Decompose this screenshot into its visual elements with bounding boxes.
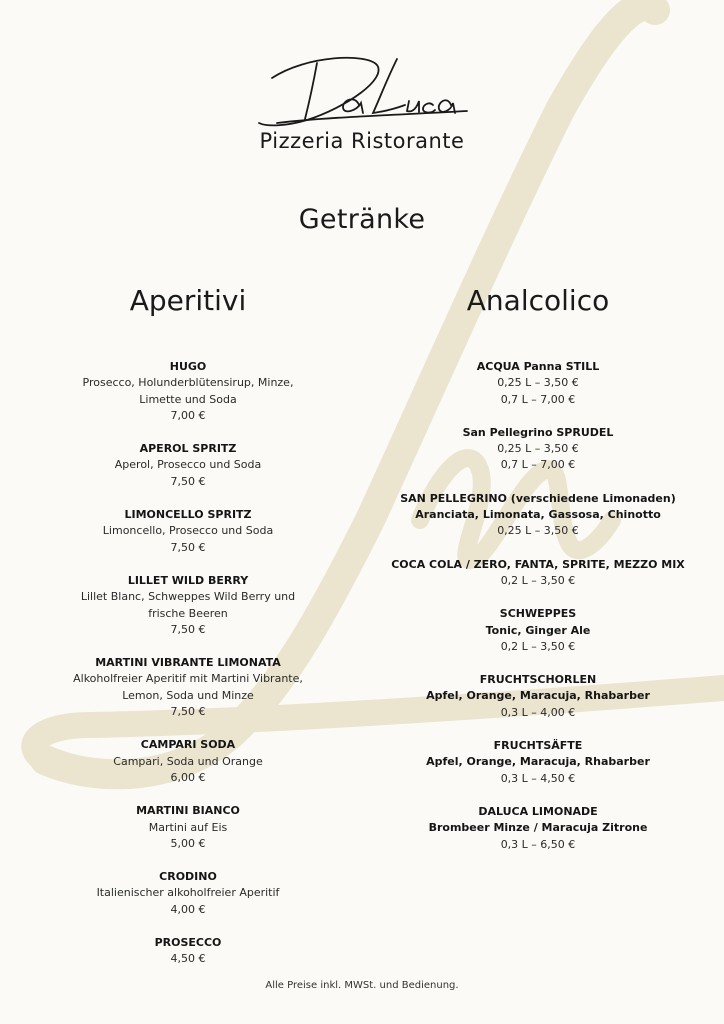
page-title: Getränke xyxy=(298,204,426,235)
item-name: LIMONCELLO SPRITZ xyxy=(124,508,252,522)
item-name: APEROL SPRITZ xyxy=(139,442,237,456)
item-name: FRUCHTSCHORLEN xyxy=(479,673,597,687)
menu-item xyxy=(38,655,338,720)
item-description: Italienischer alkoholfreier Aperitif xyxy=(96,886,280,900)
item-price: 7,00 € xyxy=(170,408,206,422)
item-name: ACQUA Panna STILL xyxy=(476,360,600,373)
item-description: Aranciata, Limonata, Gassosa, Chinotto xyxy=(415,508,661,522)
item-name: MARTINI VIBRANTE LIMONATA xyxy=(95,656,281,670)
menu-item xyxy=(388,606,688,655)
item-price: 0,3 L – 4,50 € xyxy=(500,771,576,785)
item-price: 7,50 € xyxy=(170,622,206,636)
item-price: 6,00 € xyxy=(170,770,206,784)
item-name: San Pellegrino SPRUDEL xyxy=(462,425,614,439)
item-price: 0,2 L – 3,50 € xyxy=(500,639,576,653)
analcolico-title: Analcolico xyxy=(466,284,610,317)
brand-subtitle: Pizzeria Ristorante xyxy=(259,129,465,153)
item-name: SCHWEPPES xyxy=(499,607,577,621)
item-description: Lemon, Soda und Minze xyxy=(122,688,254,702)
item-name: LILLET WILD BERRY xyxy=(127,573,249,587)
price-note: Alle Preise inkl. MWSt. und Bedienung. xyxy=(265,980,459,991)
menu-item xyxy=(388,804,688,853)
item-description: Aperol, Prosecco und Soda xyxy=(114,458,262,472)
item-name: HUGO xyxy=(169,360,207,373)
item-name: CRODINO xyxy=(159,870,217,884)
menu-item xyxy=(38,507,338,556)
item-price: 0,3 L – 6,50 € xyxy=(500,837,576,851)
menu-item xyxy=(388,672,688,721)
item-price: 4,50 € xyxy=(170,952,206,966)
item-description: Prosecco, Holunderblütensirup, Minze, xyxy=(82,376,294,390)
item-price: 7,50 € xyxy=(170,705,206,719)
item-price: 7,50 € xyxy=(170,540,206,554)
item-price: 0,7 L – 7,00 € xyxy=(500,458,576,472)
menu-item xyxy=(388,359,688,408)
item-name: CAMPARI SODA xyxy=(140,738,236,752)
item-price: 0,25 L – 3,50 € xyxy=(497,376,579,390)
item-price: 4,00 € xyxy=(170,902,206,916)
aperitivi-section xyxy=(38,283,338,985)
menu-item xyxy=(388,425,688,474)
item-price: 0,25 L – 3,50 € xyxy=(497,442,579,456)
brand-logo xyxy=(0,45,724,153)
item-description: Lillet Blanc, Schweppes Wild Berry und xyxy=(80,590,296,604)
item-description: frische Beeren xyxy=(148,606,228,620)
item-description: Limette und Soda xyxy=(139,392,237,406)
menu-item xyxy=(38,803,338,852)
item-price: 5,00 € xyxy=(170,836,206,850)
aperitivi-title: Aperitivi xyxy=(129,284,247,317)
analcolico-section xyxy=(388,283,688,870)
item-price: 0,25 L – 3,50 € xyxy=(497,524,579,538)
item-description: Brombeer Minze / Maracuja Zitrone xyxy=(428,821,648,835)
item-price: 0,3 L – 4,00 € xyxy=(500,705,576,719)
da-luca-script-logo xyxy=(247,45,477,131)
item-description: Apfel, Orange, Maracuja, Rhabarber xyxy=(426,755,650,769)
item-name: PROSECCO xyxy=(154,936,222,950)
aperitivi-list xyxy=(38,359,338,968)
item-description: Campari, Soda und Orange xyxy=(113,754,263,768)
item-description: Apfel, Orange, Maracuja, Rhabarber xyxy=(426,689,650,703)
item-price: 7,50 € xyxy=(170,474,206,488)
item-description: Tonic, Ginger Ale xyxy=(485,623,591,637)
item-name: MARTINI BIANCO xyxy=(136,804,240,818)
menu-item xyxy=(38,359,338,424)
item-name: COCA COLA / ZERO, FANTA, SPRITE, MEZZO MIX xyxy=(391,557,685,571)
menu-item xyxy=(38,869,338,918)
analcolico-list xyxy=(388,359,688,853)
item-name: SAN PELLEGRINO (verschiedene Limonaden) xyxy=(400,491,676,505)
item-name: DALUCA LIMONADE xyxy=(478,804,598,818)
item-description: Limoncello, Prosecco und Soda xyxy=(102,524,274,538)
item-price: 0,2 L – 3,50 € xyxy=(500,573,576,587)
item-name: FRUCHTSÄFTE xyxy=(493,739,583,753)
menu-item xyxy=(388,491,688,540)
menu-item xyxy=(38,573,338,638)
menu-item xyxy=(38,737,338,786)
item-description: Alkoholfreier Aperitif mit Martini Vibrante, xyxy=(73,672,303,686)
menu-item xyxy=(38,935,338,968)
menu-item xyxy=(388,557,688,590)
menu-item xyxy=(388,738,688,787)
item-price: 0,7 L – 7,00 € xyxy=(500,392,576,406)
item-description: Martini auf Eis xyxy=(148,820,228,834)
menu-item xyxy=(38,441,338,490)
